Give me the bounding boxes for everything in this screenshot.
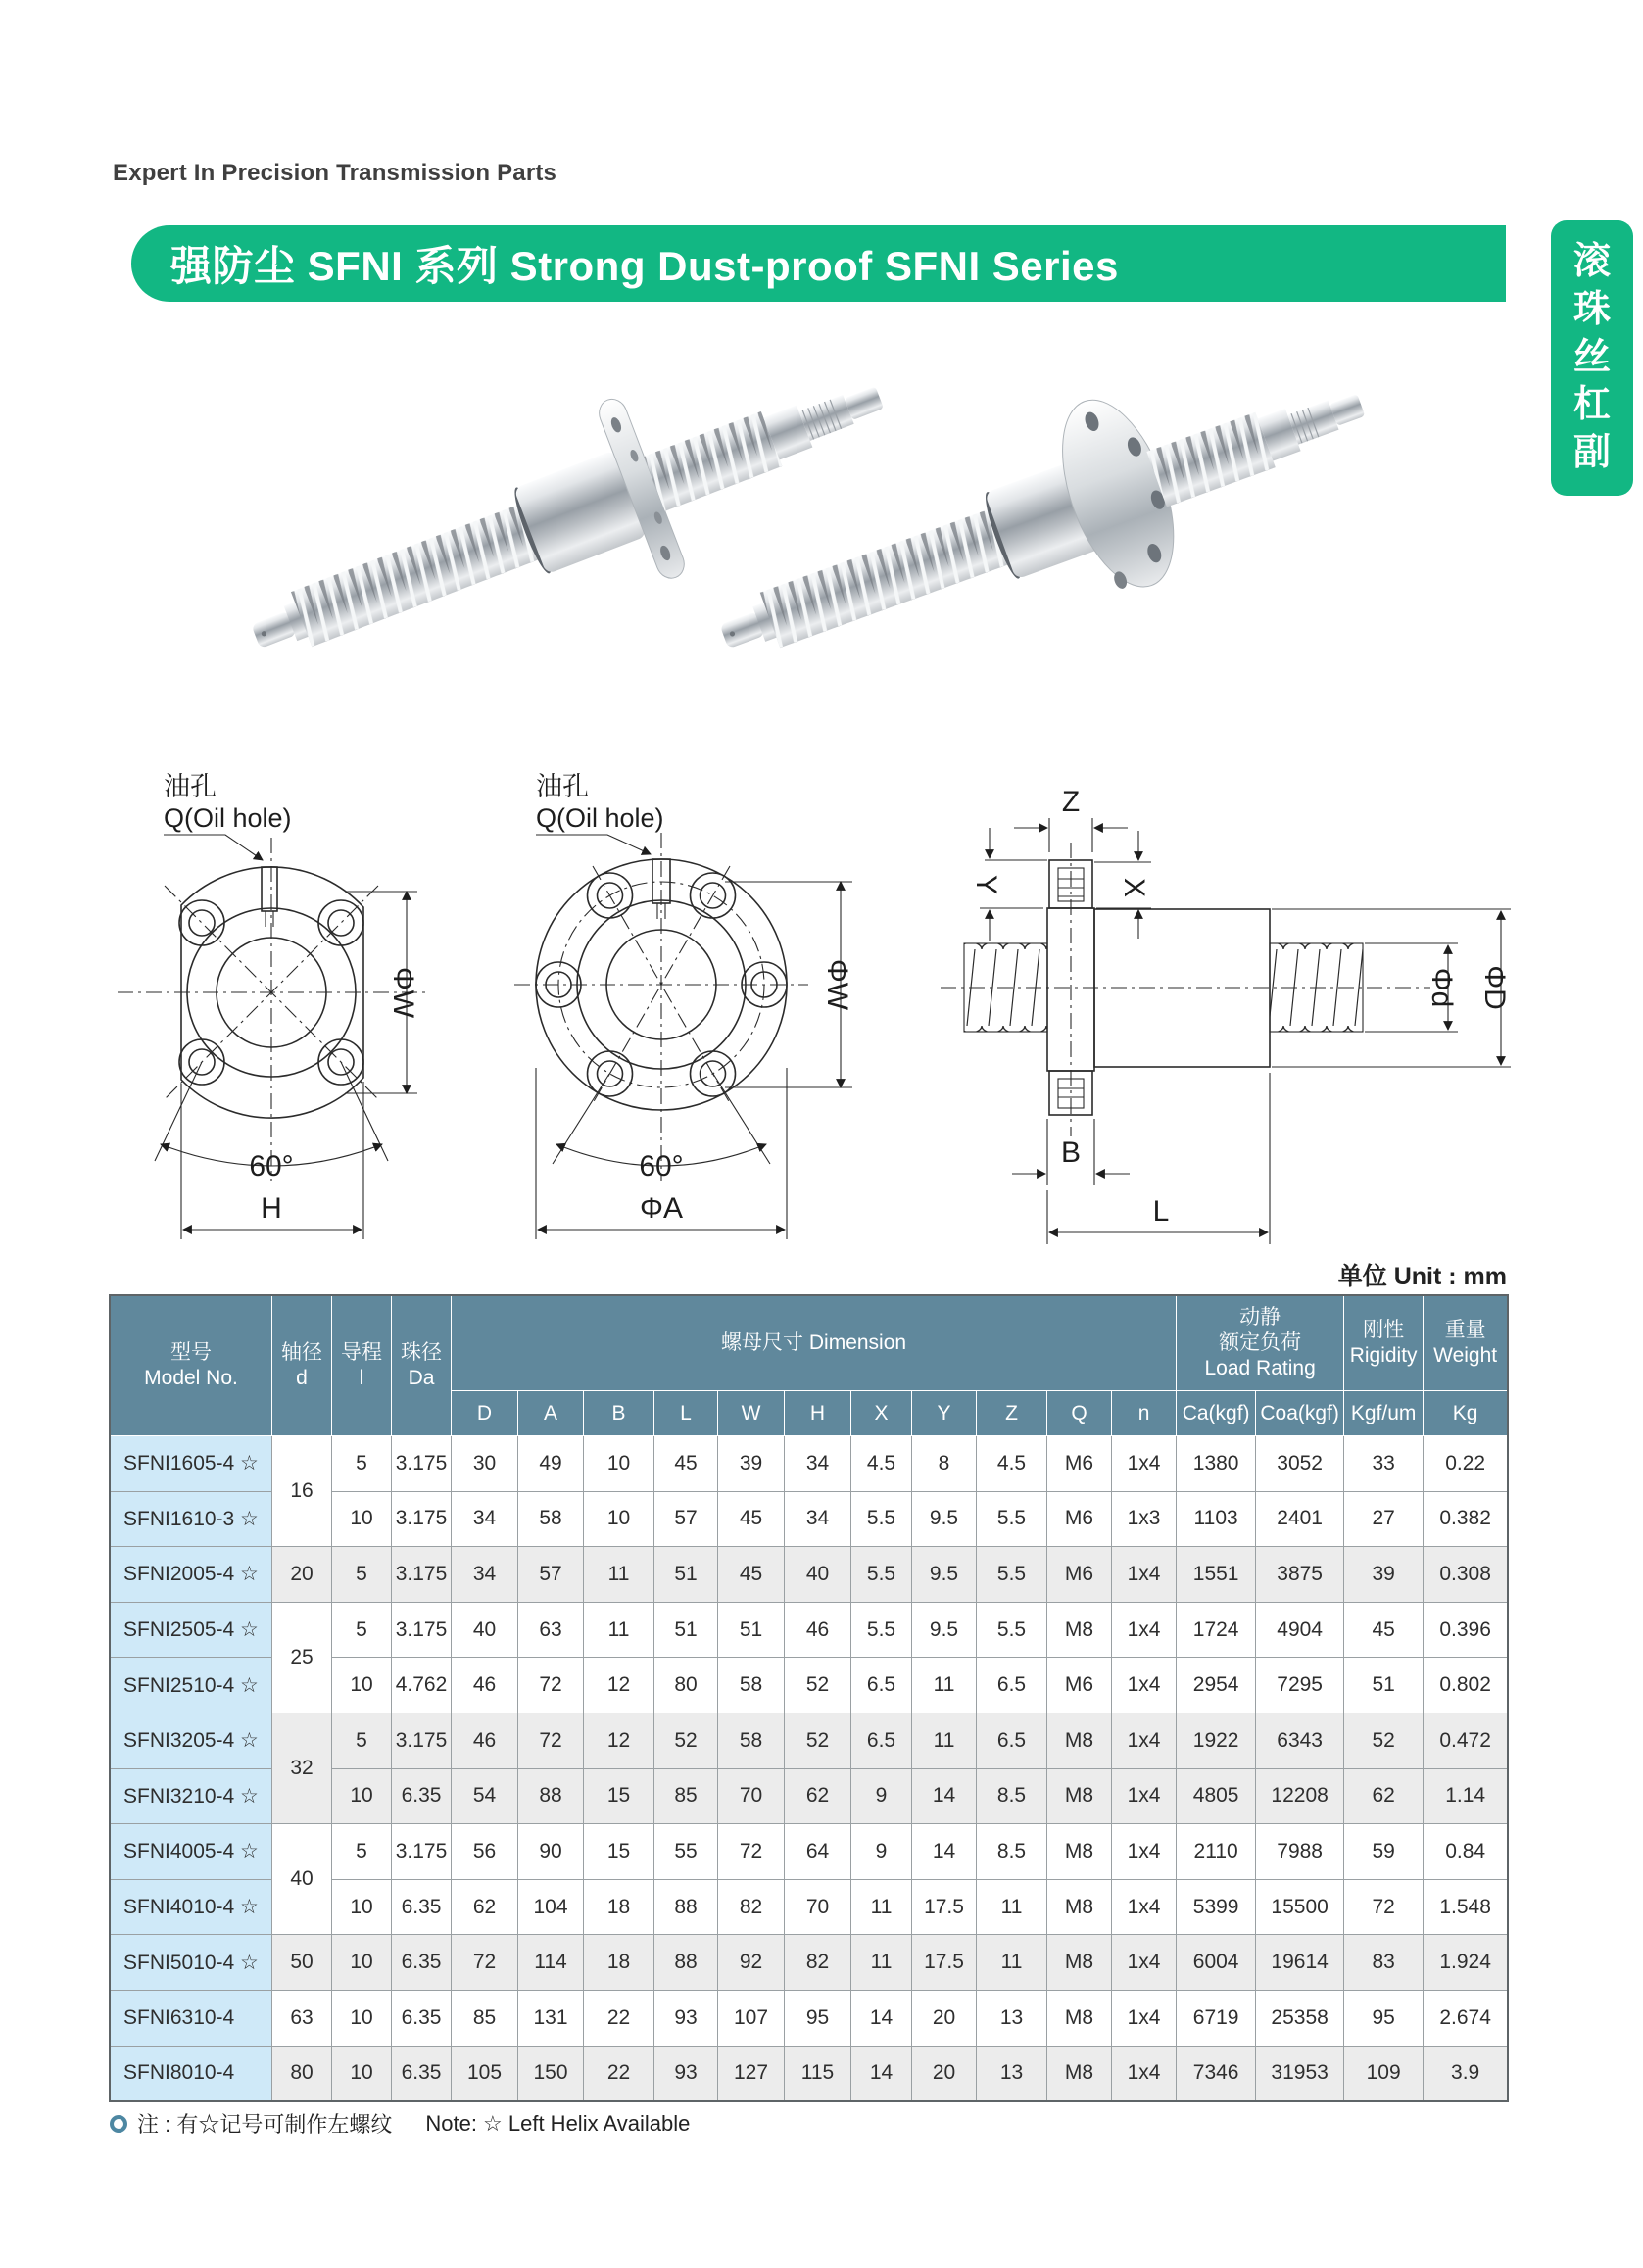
cell: 15 xyxy=(584,1824,654,1880)
table-row xyxy=(111,1935,1508,1991)
cell: 62 xyxy=(452,1879,518,1935)
cell: SFNI3210-4 ☆ xyxy=(111,1768,272,1824)
cell: 45 xyxy=(718,1547,785,1603)
col-shaft-d: 轴径 d xyxy=(272,1296,332,1436)
subcol: D xyxy=(452,1391,518,1436)
cell: 1x4 xyxy=(1112,1436,1177,1492)
cell: SFNI3205-4 ☆ xyxy=(111,1713,272,1768)
cell: SFNI8010-4 xyxy=(111,2046,272,2101)
cell: SFNI4005-4 ☆ xyxy=(111,1824,272,1880)
cell: 12 xyxy=(584,1658,654,1713)
oil-hole-label-en: Q(Oil hole) xyxy=(536,803,664,833)
cell: 12208 xyxy=(1256,1768,1344,1824)
cell: 90 xyxy=(518,1824,584,1880)
cell: 8.5 xyxy=(977,1768,1047,1824)
cell: 19614 xyxy=(1256,1935,1344,1991)
cell: 51 xyxy=(1344,1658,1424,1713)
cell: 4.762 xyxy=(392,1658,452,1713)
cell: 127 xyxy=(718,2046,785,2101)
table-row xyxy=(111,1547,1508,1603)
cell: 32 xyxy=(272,1713,332,1823)
cell: M8 xyxy=(1047,2046,1112,2101)
cell: 46 xyxy=(452,1713,518,1768)
sidetab-char: 珠 xyxy=(1572,288,1611,330)
cell: 62 xyxy=(1344,1768,1424,1824)
cell: 88 xyxy=(518,1768,584,1824)
table-row xyxy=(111,2046,1508,2101)
cell: 10 xyxy=(584,1436,654,1492)
cell: 51 xyxy=(654,1602,718,1658)
technical-drawings xyxy=(98,745,1528,1254)
cell: 4805 xyxy=(1177,1768,1256,1824)
cell: 54 xyxy=(452,1768,518,1824)
cell: 64 xyxy=(785,1824,851,1880)
cell: 3.175 xyxy=(392,1547,452,1603)
table-row xyxy=(111,1824,1508,1880)
subcol: Y xyxy=(912,1391,977,1436)
cell: 82 xyxy=(718,1879,785,1935)
oil-hole-label-cn: 油孔 xyxy=(536,772,589,801)
cell: M8 xyxy=(1047,1768,1112,1824)
cell: 12 xyxy=(584,1713,654,1768)
drawing-square-flange-view xyxy=(118,772,426,1239)
cell: 114 xyxy=(518,1935,584,1991)
cell: 6.5 xyxy=(851,1713,912,1768)
cell: M8 xyxy=(1047,1990,1112,2046)
cell: 34 xyxy=(785,1491,851,1547)
cell: 5399 xyxy=(1177,1879,1256,1935)
subcol: Z xyxy=(977,1391,1047,1436)
cell: 131 xyxy=(518,1990,584,2046)
cell: 5 xyxy=(332,1547,392,1603)
oil-hole-label-cn: 油孔 xyxy=(164,772,217,801)
cell: 1380 xyxy=(1177,1436,1256,1492)
page-tagline: Expert In Precision Transmission Parts xyxy=(113,160,557,186)
col-weight: 重量 Weight xyxy=(1424,1296,1508,1391)
cell: SFNI2510-4 ☆ xyxy=(111,1658,272,1713)
cell: 70 xyxy=(785,1879,851,1935)
cell: 3875 xyxy=(1256,1547,1344,1603)
cell: 31953 xyxy=(1256,2046,1344,2101)
cell: 46 xyxy=(452,1658,518,1713)
cell: 1x4 xyxy=(1112,1768,1177,1824)
subcol: Ca(kgf) xyxy=(1177,1391,1256,1436)
table-row xyxy=(111,1713,1508,1768)
cell: 72 xyxy=(518,1658,584,1713)
dim-x: X xyxy=(1118,877,1150,898)
cell: 72 xyxy=(452,1935,518,1991)
cell: 6004 xyxy=(1177,1935,1256,1991)
cell: 63 xyxy=(518,1602,584,1658)
cell: 30 xyxy=(452,1436,518,1492)
cell: 27 xyxy=(1344,1491,1424,1547)
cell: 92 xyxy=(718,1935,785,1991)
cell: M6 xyxy=(1047,1436,1112,1492)
cell: 49 xyxy=(518,1436,584,1492)
cell: 88 xyxy=(654,1935,718,1991)
cell: 1551 xyxy=(1177,1547,1256,1603)
cell: 93 xyxy=(654,2046,718,2101)
footnote-en: Note: ☆ Left Helix Available xyxy=(425,2110,691,2136)
ballscrew-square-flange xyxy=(221,323,913,715)
cell: 10 xyxy=(332,1491,392,1547)
cell: 6343 xyxy=(1256,1713,1344,1768)
cell: SFNI5010-4 ☆ xyxy=(111,1935,272,1991)
col-model: 型号 Model No. xyxy=(111,1296,272,1436)
cell: 3.175 xyxy=(392,1491,452,1547)
subcol: H xyxy=(785,1391,851,1436)
cell: 1x4 xyxy=(1112,1547,1177,1603)
cell: M6 xyxy=(1047,1491,1112,1547)
cell: 63 xyxy=(272,1990,332,2046)
cell: 1x4 xyxy=(1112,1824,1177,1880)
cell: 1x4 xyxy=(1112,1602,1177,1658)
dim-phi-w: ΦW xyxy=(387,966,419,1019)
cell: 51 xyxy=(718,1602,785,1658)
cell: 8 xyxy=(912,1436,977,1492)
cell: M8 xyxy=(1047,1602,1112,1658)
cell: 15500 xyxy=(1256,1879,1344,1935)
cell: 6719 xyxy=(1177,1990,1256,2046)
cell: 115 xyxy=(785,2046,851,2101)
subcol: n xyxy=(1112,1391,1177,1436)
series-title: 强防尘 SFNI 系列 Strong Dust-proof SFNI Series xyxy=(170,243,1119,289)
cell: 72 xyxy=(1344,1879,1424,1935)
cell: 1x4 xyxy=(1112,1879,1177,1935)
cell: 14 xyxy=(851,1990,912,2046)
cell: 45 xyxy=(1344,1602,1424,1658)
dim-y: Y xyxy=(970,874,1002,895)
cell: 6.35 xyxy=(392,2046,452,2101)
cell: 14 xyxy=(851,2046,912,2101)
cell: 5 xyxy=(332,1824,392,1880)
oil-hole-label-en: Q(Oil hole) xyxy=(164,803,292,833)
cell: 2110 xyxy=(1177,1824,1256,1880)
cell: 9.5 xyxy=(912,1491,977,1547)
cell: 13 xyxy=(977,2046,1047,2101)
cell: 95 xyxy=(785,1990,851,2046)
drawing-side-view xyxy=(941,786,1511,1244)
cell: 4904 xyxy=(1256,1602,1344,1658)
cell: M8 xyxy=(1047,1935,1112,1991)
cell: 18 xyxy=(584,1935,654,1991)
dim-h: H xyxy=(261,1192,282,1225)
dim-phi-a: ΦA xyxy=(640,1192,683,1225)
cell: 1103 xyxy=(1177,1491,1256,1547)
cell: 6.35 xyxy=(392,1879,452,1935)
cell: 14 xyxy=(912,1824,977,1880)
cell: 20 xyxy=(912,2046,977,2101)
cell: 6.5 xyxy=(977,1713,1047,1768)
col-lead: 导程 l xyxy=(332,1296,392,1436)
cell: 70 xyxy=(718,1768,785,1824)
cell: 85 xyxy=(654,1768,718,1824)
cell: 45 xyxy=(718,1491,785,1547)
product-photo-ballscrews xyxy=(127,323,1430,715)
series-title-banner xyxy=(131,225,1506,302)
cell: 39 xyxy=(1344,1547,1424,1603)
cell: 52 xyxy=(1344,1713,1424,1768)
cell: 82 xyxy=(785,1935,851,1991)
cell: 105 xyxy=(452,2046,518,2101)
cell: 7346 xyxy=(1177,2046,1256,2101)
cell: 55 xyxy=(654,1824,718,1880)
cell: 109 xyxy=(1344,2046,1424,2101)
cell: 58 xyxy=(718,1713,785,1768)
subcol: Q xyxy=(1047,1391,1112,1436)
cell: 88 xyxy=(654,1879,718,1935)
cell: 11 xyxy=(851,1879,912,1935)
cell: 10 xyxy=(584,1491,654,1547)
table-row xyxy=(111,1990,1508,2046)
cell: 1x4 xyxy=(1112,1713,1177,1768)
cell: 59 xyxy=(1344,1824,1424,1880)
cell: 10 xyxy=(332,1990,392,2046)
cell: 3.175 xyxy=(392,1436,452,1492)
cell: 0.472 xyxy=(1424,1713,1508,1768)
cell: 11 xyxy=(977,1935,1047,1991)
cell: 4.5 xyxy=(977,1436,1047,1492)
dim-phi-d-small: Φd xyxy=(1426,967,1458,1008)
dim-phi-w: ΦW xyxy=(821,958,853,1011)
cell: 2954 xyxy=(1177,1658,1256,1713)
cell: 10 xyxy=(332,1768,392,1824)
subcol: Kgf/um xyxy=(1344,1391,1424,1436)
cell: 13 xyxy=(977,1990,1047,2046)
dim-l: L xyxy=(1152,1195,1170,1228)
cell: 2401 xyxy=(1256,1491,1344,1547)
cell: 52 xyxy=(785,1658,851,1713)
footnote xyxy=(110,2108,690,2139)
cell: 11 xyxy=(977,1879,1047,1935)
cell: 18 xyxy=(584,1879,654,1935)
sidebar-tab-ballscrew[interactable] xyxy=(1551,220,1633,496)
cell: 20 xyxy=(912,1990,977,2046)
cell: 3.175 xyxy=(392,1824,452,1880)
cell: 3.175 xyxy=(392,1713,452,1768)
subcol: W xyxy=(718,1391,785,1436)
cell: SFNI2505-4 ☆ xyxy=(111,1602,272,1658)
cell: 83 xyxy=(1344,1935,1424,1991)
cell: 11 xyxy=(851,1935,912,1991)
cell: 6.35 xyxy=(392,1768,452,1824)
cell: 6.35 xyxy=(392,1935,452,1991)
cell: 3.9 xyxy=(1424,2046,1508,2101)
cell: 62 xyxy=(785,1768,851,1824)
cell: SFNI1610-3 ☆ xyxy=(111,1491,272,1547)
cell: 6.35 xyxy=(392,1990,452,2046)
cell: 22 xyxy=(584,1990,654,2046)
cell: 3.175 xyxy=(392,1602,452,1658)
dim-angle60: 60° xyxy=(249,1150,294,1182)
col-dimension: 螺母尺寸 Dimension xyxy=(452,1296,1177,1391)
cell: 46 xyxy=(785,1602,851,1658)
cell: 5.5 xyxy=(851,1602,912,1658)
cell: 5.5 xyxy=(977,1602,1047,1658)
cell: 0.22 xyxy=(1424,1436,1508,1492)
cell: 40 xyxy=(785,1547,851,1603)
cell: 107 xyxy=(718,1990,785,2046)
cell: 85 xyxy=(452,1990,518,2046)
dim-z: Z xyxy=(1061,786,1081,818)
col-ball-dia: 珠径 Da xyxy=(392,1296,452,1436)
cell: 0.802 xyxy=(1424,1658,1508,1713)
sidetab-char: 滚 xyxy=(1572,241,1611,283)
cell: 15 xyxy=(584,1768,654,1824)
cell: 6.5 xyxy=(977,1658,1047,1713)
cell: 1.14 xyxy=(1424,1768,1508,1824)
cell: 5 xyxy=(332,1436,392,1492)
cell: 9 xyxy=(851,1768,912,1824)
cell: 80 xyxy=(654,1658,718,1713)
cell: 25358 xyxy=(1256,1990,1344,2046)
cell: 10 xyxy=(332,1879,392,1935)
sidetab-char: 副 xyxy=(1572,432,1611,474)
cell: 45 xyxy=(654,1436,718,1492)
cell: SFNI6310-4 xyxy=(111,1990,272,2046)
cell: M8 xyxy=(1047,1713,1112,1768)
cell: 4.5 xyxy=(851,1436,912,1492)
spec-table xyxy=(110,1295,1508,2101)
cell: SFNI2005-4 ☆ xyxy=(111,1547,272,1603)
col-rigidity: 刚性 Rigidity xyxy=(1344,1296,1424,1391)
subcol: Kg xyxy=(1424,1391,1508,1436)
cell: 1724 xyxy=(1177,1602,1256,1658)
cell: 5 xyxy=(332,1602,392,1658)
cell: 3052 xyxy=(1256,1436,1344,1492)
cell: 0.382 xyxy=(1424,1491,1508,1547)
drawing-round-flange-view xyxy=(514,772,853,1239)
cell: 7295 xyxy=(1256,1658,1344,1713)
cell: 56 xyxy=(452,1824,518,1880)
cell: 50 xyxy=(272,1935,332,1991)
cell: M8 xyxy=(1047,1879,1112,1935)
table-row xyxy=(111,1436,1508,1492)
subcol: X xyxy=(851,1391,912,1436)
cell: 17.5 xyxy=(912,1935,977,1991)
cell: 34 xyxy=(785,1436,851,1492)
cell: 25 xyxy=(272,1602,332,1713)
cell: 11 xyxy=(584,1547,654,1603)
cell: 33 xyxy=(1344,1436,1424,1492)
cell: M8 xyxy=(1047,1824,1112,1880)
subcol: Coa(kgf) xyxy=(1256,1391,1344,1436)
cell: 6.5 xyxy=(851,1658,912,1713)
cell: 5 xyxy=(332,1713,392,1768)
cell: 10 xyxy=(332,2046,392,2101)
cell: 1x3 xyxy=(1112,1491,1177,1547)
cell: 1.924 xyxy=(1424,1935,1508,1991)
note-bullet-icon xyxy=(110,2115,127,2133)
cell: 22 xyxy=(584,2046,654,2101)
cell: 39 xyxy=(718,1436,785,1492)
cell: 40 xyxy=(272,1824,332,1935)
spec-table-body xyxy=(111,1436,1508,2101)
cell: M6 xyxy=(1047,1658,1112,1713)
cell: SFNI1605-4 ☆ xyxy=(111,1436,272,1492)
cell: 150 xyxy=(518,2046,584,2101)
cell: 95 xyxy=(1344,1990,1424,2046)
cell: 52 xyxy=(785,1713,851,1768)
cell: 58 xyxy=(518,1491,584,1547)
cell: 34 xyxy=(452,1491,518,1547)
cell: 17.5 xyxy=(912,1879,977,1935)
table-row xyxy=(111,1602,1508,1658)
cell: 72 xyxy=(518,1713,584,1768)
cell: M6 xyxy=(1047,1547,1112,1603)
subcol: A xyxy=(518,1391,584,1436)
cell: 1x4 xyxy=(1112,1990,1177,2046)
cell: 58 xyxy=(718,1658,785,1713)
cell: 104 xyxy=(518,1879,584,1935)
cell: 5.5 xyxy=(977,1547,1047,1603)
cell: 72 xyxy=(718,1824,785,1880)
cell: 0.84 xyxy=(1424,1824,1508,1880)
cell: 11 xyxy=(584,1602,654,1658)
cell: 1x4 xyxy=(1112,1935,1177,1991)
subcol: B xyxy=(584,1391,654,1436)
cell: 10 xyxy=(332,1935,392,1991)
cell: 16 xyxy=(272,1436,332,1547)
cell: 0.308 xyxy=(1424,1547,1508,1603)
unit-note: 单位 Unit : mm xyxy=(1337,1263,1507,1290)
cell: 93 xyxy=(654,1990,718,2046)
cell: 11 xyxy=(912,1713,977,1768)
dim-phi-d-big: ΦD xyxy=(1478,965,1511,1010)
cell: 1x4 xyxy=(1112,1658,1177,1713)
cell: 5.5 xyxy=(851,1491,912,1547)
cell: 1.548 xyxy=(1424,1879,1508,1935)
cell: 57 xyxy=(654,1491,718,1547)
subcol: L xyxy=(654,1391,718,1436)
cell: 57 xyxy=(518,1547,584,1603)
dim-b: B xyxy=(1060,1136,1082,1169)
cell: 1x4 xyxy=(1112,2046,1177,2101)
cell: 5.5 xyxy=(851,1547,912,1603)
cell: 9.5 xyxy=(912,1602,977,1658)
col-load-rating: 动静 额定负荷 Load Rating xyxy=(1177,1296,1344,1391)
dim-angle60: 60° xyxy=(639,1150,684,1182)
cell: 20 xyxy=(272,1547,332,1603)
cell: 52 xyxy=(654,1713,718,1768)
sidetab-char: 杠 xyxy=(1572,384,1611,426)
cell: 7988 xyxy=(1256,1824,1344,1880)
cell: 5.5 xyxy=(977,1491,1047,1547)
footnote-cn: 注 : 有☆记号可制作左螺纹 xyxy=(137,2112,393,2137)
cell: 2.674 xyxy=(1424,1990,1508,2046)
cell: 11 xyxy=(912,1658,977,1713)
cell: 51 xyxy=(654,1547,718,1603)
cell: 14 xyxy=(912,1768,977,1824)
cell: 10 xyxy=(332,1658,392,1713)
cell: 40 xyxy=(452,1602,518,1658)
cell: 34 xyxy=(452,1547,518,1603)
sidetab-char: 丝 xyxy=(1572,336,1611,378)
cell: 9.5 xyxy=(912,1547,977,1603)
cell: 9 xyxy=(851,1824,912,1880)
cell: 0.396 xyxy=(1424,1602,1508,1658)
cell: 1922 xyxy=(1177,1713,1256,1768)
cell: 80 xyxy=(272,2046,332,2101)
cell: SFNI4010-4 ☆ xyxy=(111,1879,272,1935)
cell: 8.5 xyxy=(977,1824,1047,1880)
ballscrew-round-flange xyxy=(691,323,1395,715)
